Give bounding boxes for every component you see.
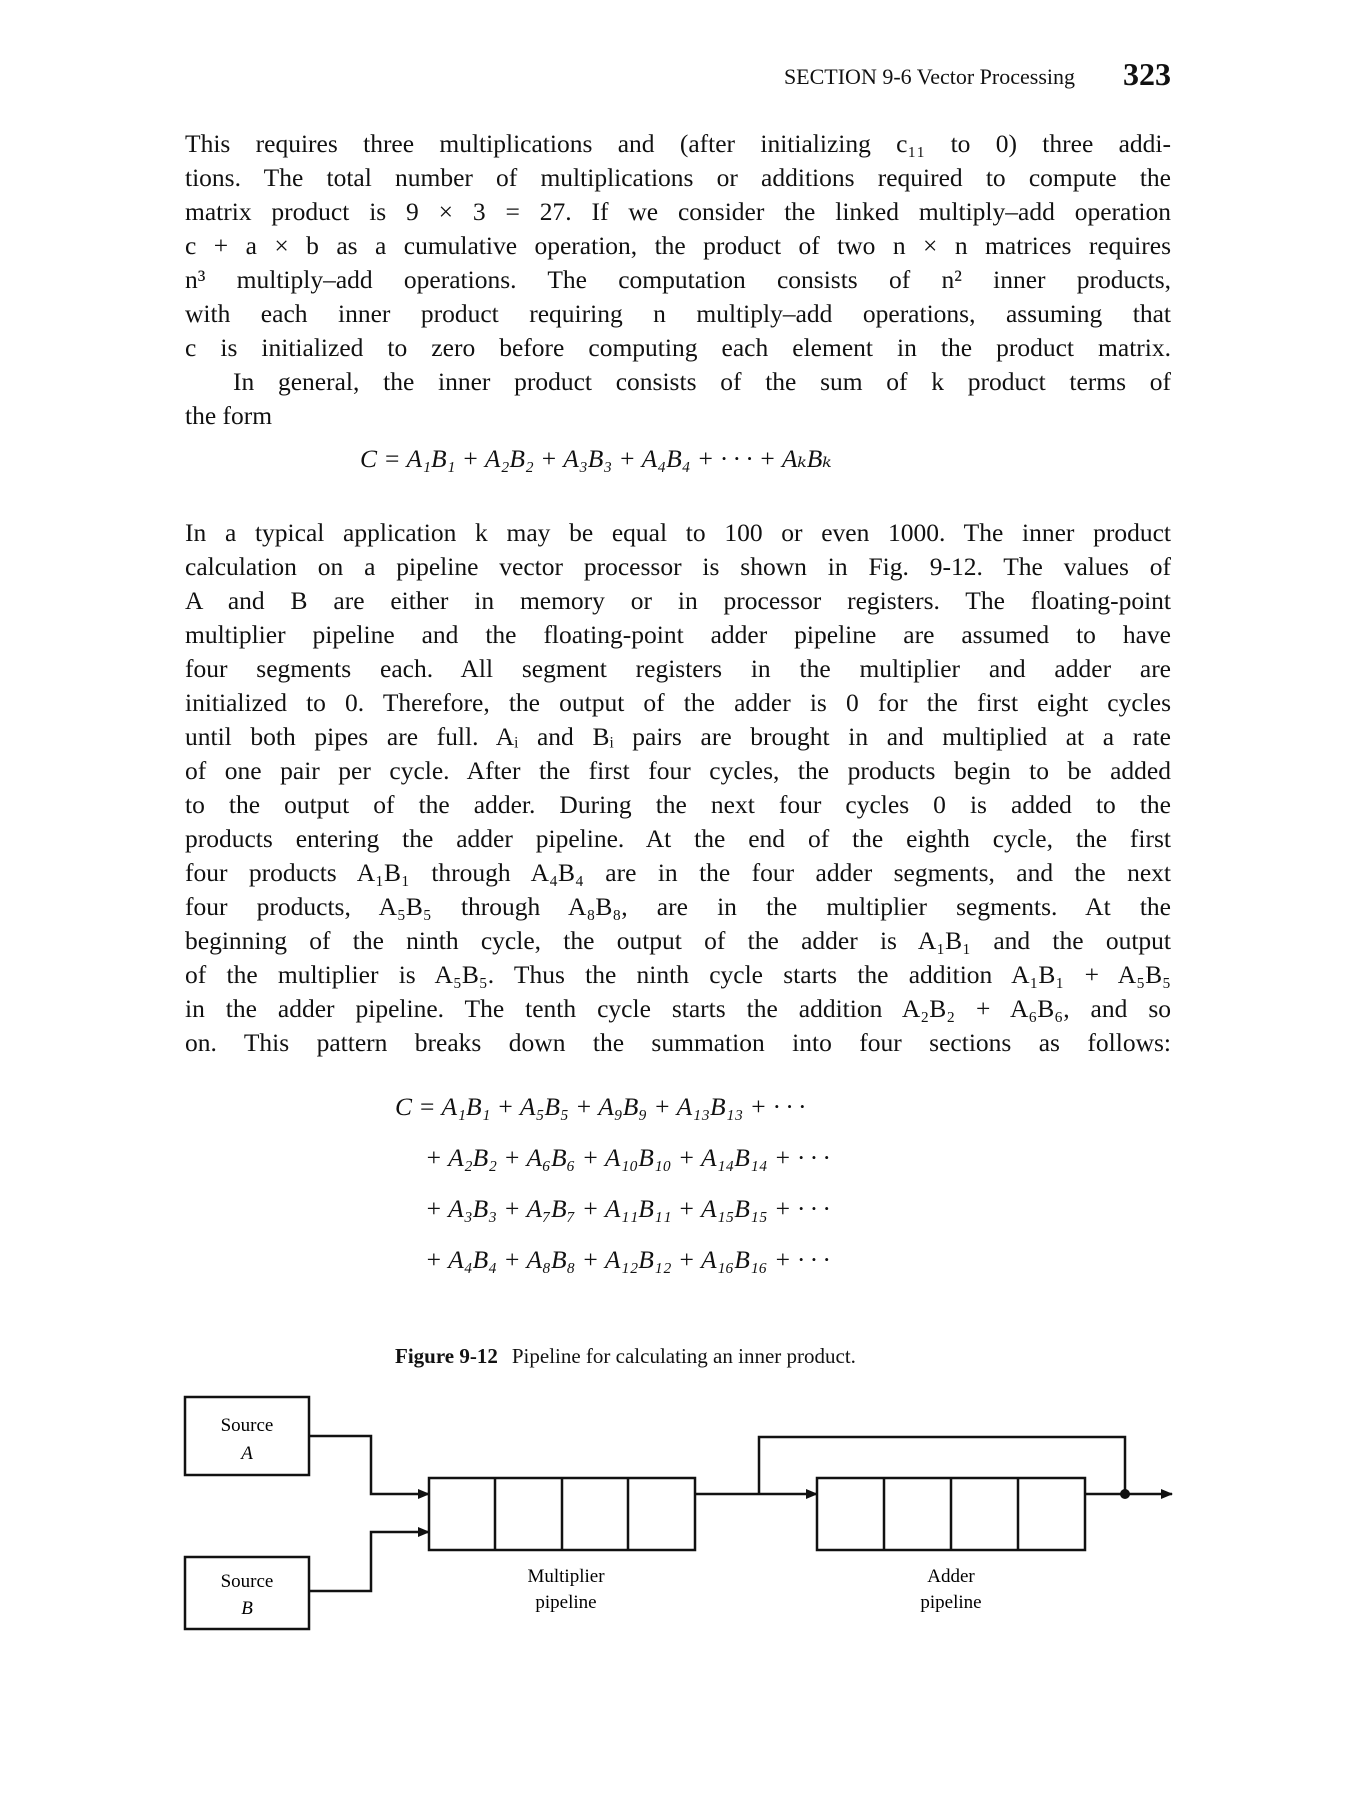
text-line: products entering the adder pipeline. At the end of the eighth cycle, the first — [185, 824, 1171, 853]
text-line: four products A₁B₁ through A₄B₄ are in the four adder segments, and the next — [185, 858, 1171, 887]
text-line: to the output of the adder. During the next four cycles 0 is added to the — [185, 790, 1171, 819]
figure-number: Figure 9-12 — [395, 1344, 498, 1368]
text-line: of one pair per cycle. After the first four cycles, the products begin to be added — [185, 756, 1171, 785]
text-line: with each inner product requiring n multiply–add operations, assuming that — [185, 299, 1171, 328]
text-line: tions. The total number of multiplications or additions required to compute the — [185, 163, 1171, 192]
text-line: calculation on a pipeline vector processor is shown in Fig. 9-12. The values of — [185, 552, 1171, 581]
feedback-line — [759, 1437, 1125, 1494]
section-title: SECTION 9-6 Vector Processing — [783, 64, 1075, 89]
text-line: A and B are either in memory or in processor registers. The floating-point — [185, 586, 1171, 615]
text-line: In general, the inner product consists of the sum of k product terms of — [233, 367, 1171, 396]
junction-dot — [1120, 1489, 1130, 1499]
text-line: c is initialized to zero before computing each element in the product matrix. — [185, 333, 1171, 362]
source-b-letter: B — [241, 1598, 253, 1619]
text-line: beginning of the ninth cycle, the output of the adder is A₁B₁ and the output — [185, 926, 1171, 955]
summation-row-3: + A₃B₃ + A₇B₇ + A₁₁B₁₁ + A₁₅B₁₅ + · · · — [425, 1194, 830, 1223]
source-a-letter: A — [241, 1443, 253, 1464]
text-line: of the multiplier is A₅B₅. Thus the ninth cycle starts the addition A₁B₁ + A₅B₅ — [185, 960, 1171, 989]
adder-label: Adder — [927, 1566, 975, 1587]
text-line: initialized to 0. Therefore, the output of the adder is 0 for the first eight cycles — [185, 688, 1171, 717]
text-line: matrix product is 9 × 3 = 27. If we consider the linked multiply–add operation — [185, 197, 1171, 226]
text-line: on. This pattern breaks down the summation into four sections as follows: — [185, 1028, 1171, 1057]
inner-product-equation: C = A₁B₁ + A₂B₂ + A₃B₃ + A₄B₄ + · · · + AₖBₖ — [360, 444, 832, 473]
summation-row-4: + A₄B₄ + A₈B₈ + A₁₂B₁₂ + A₁₆B₁₆ + · · · — [425, 1245, 830, 1274]
caption-text: Pipeline for calculating an inner product. — [511, 1344, 856, 1368]
text-line: This requires three multiplications and (after initializing c₁₁ to 0) three addi- — [185, 129, 1171, 158]
summation-row-2: + A₂B₂ + A₆B₆ + A₁₀B₁₀ + A₁₄B₁₄ + · · · — [425, 1143, 830, 1172]
text-line: in the adder pipeline. The tenth cycle starts the addition A₂B₂ + A₆B₆, and so — [185, 994, 1171, 1023]
text-line: until both pipes are full. Aᵢ and Bᵢ pairs are brought in and multiplied at a rate — [185, 722, 1171, 751]
source-a-arrow — [309, 1436, 429, 1494]
multiplier-label-2: pipeline — [535, 1592, 597, 1613]
text-line: the form — [185, 401, 273, 430]
text-line: four products, A₅B₅ through A₈B₈, are in the multiplier segments. At the — [185, 892, 1171, 921]
page-number: 323 — [1123, 56, 1171, 92]
text-line: c + a × b as a cumulative operation, the product of two n × n matrices requires — [185, 231, 1171, 260]
source-a-label: Source — [220, 1415, 274, 1436]
text-line: four segments each. All segment registers in the multiplier and adder are — [185, 654, 1171, 683]
source-b-arrow — [309, 1532, 429, 1591]
text-line: In a typical application k may be equal to 100 or even 1000. The inner product — [185, 518, 1171, 547]
adder-pipeline-segments — [817, 1478, 1085, 1550]
text-line: multiplier pipeline and the floating-point adder pipeline are assumed to have — [185, 620, 1171, 649]
adder-label-2: pipeline — [920, 1592, 982, 1613]
multiplier-pipeline-segments — [429, 1478, 695, 1550]
summation-row-1: C = A₁B₁ + A₅B₅ + A₉B₉ + A₁₃B₁₃ + · · · — [395, 1092, 806, 1121]
multiplier-label: Multiplier — [527, 1566, 605, 1587]
source-b-label: Source — [220, 1571, 274, 1592]
text-line: n³ multiply–add operations. The computation consists of n² inner products, — [185, 265, 1171, 294]
